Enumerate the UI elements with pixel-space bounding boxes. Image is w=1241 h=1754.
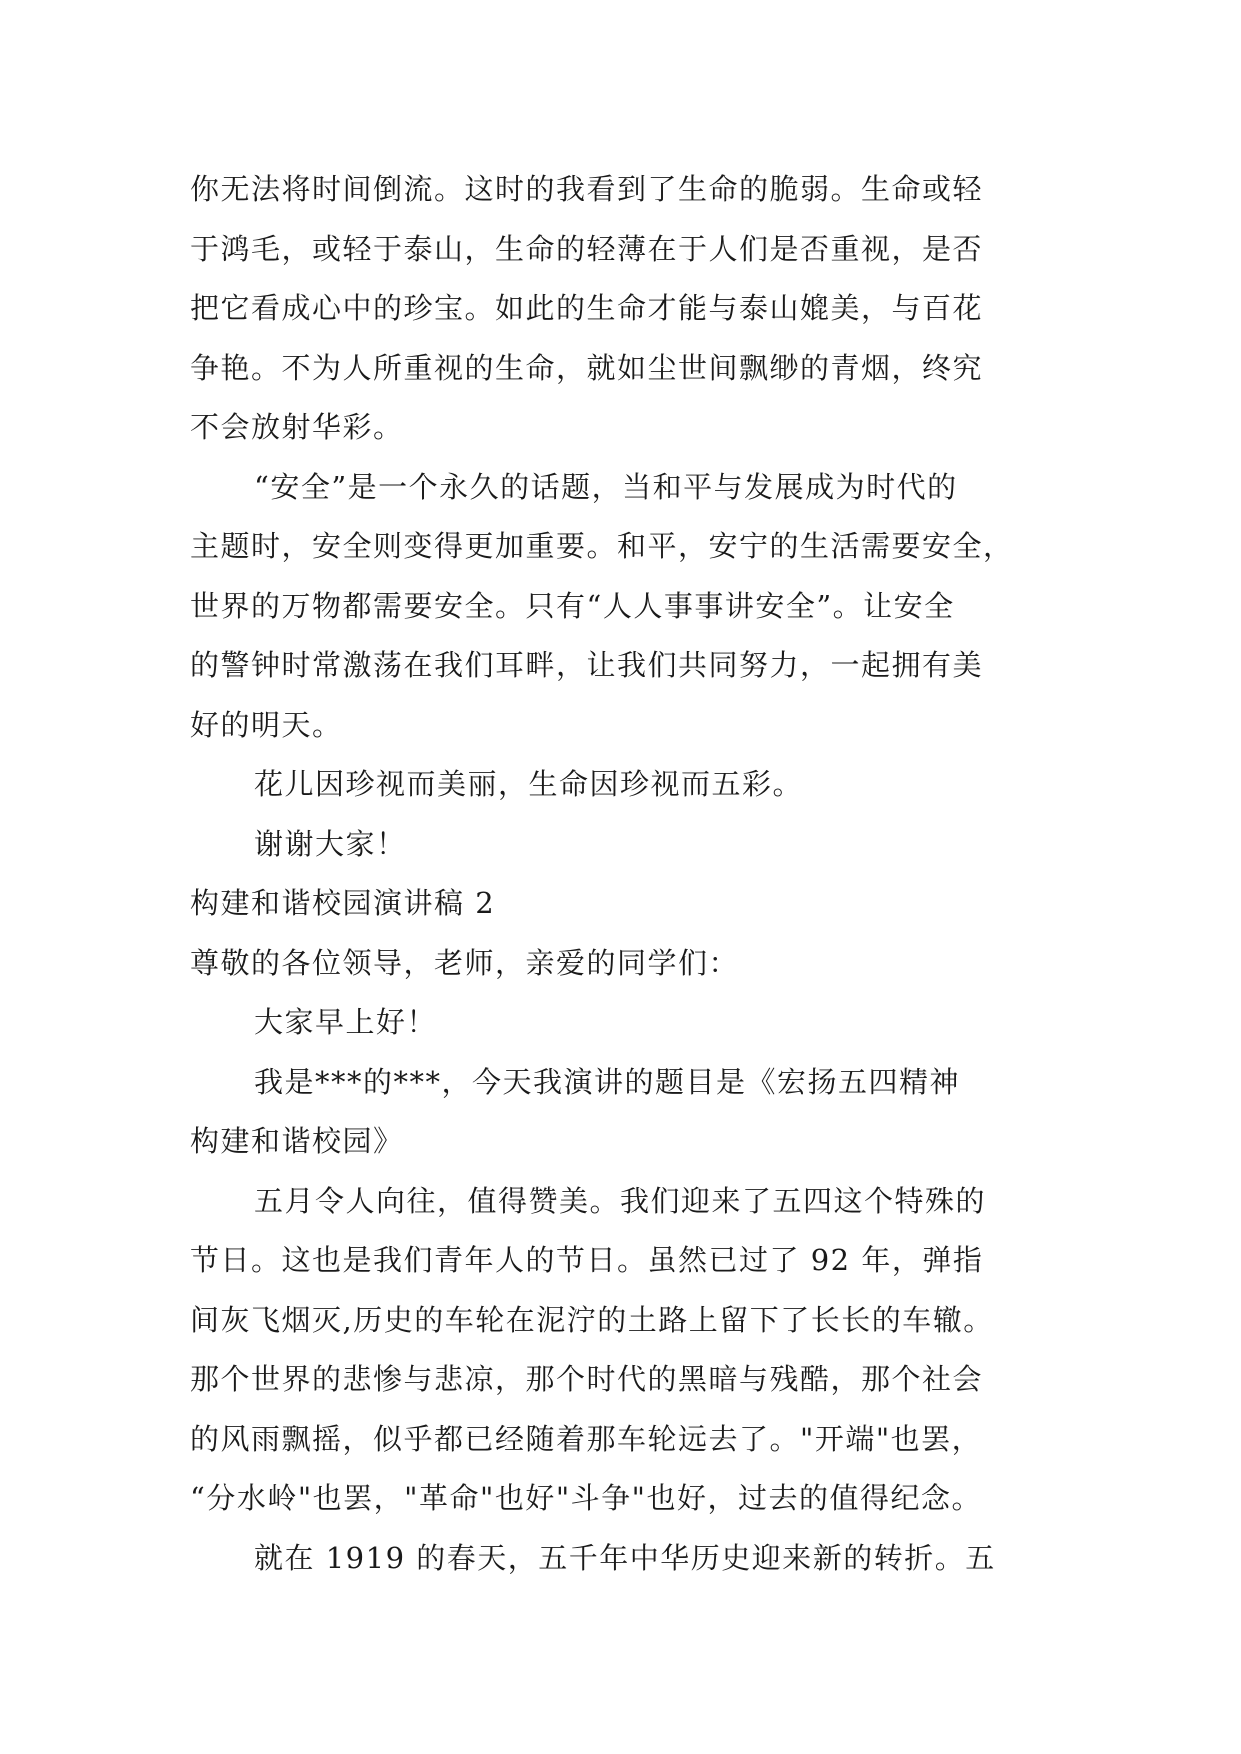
- paragraph-start-line: 就在 1919 的春天，五千年中华历史迎来新的转折。五: [254, 1540, 996, 1575]
- paragraph-start-line: 五月令人向往，值得赞美。我们迎来了五四这个特殊的: [254, 1183, 987, 1218]
- greeting: 大家早上好！: [254, 1005, 438, 1039]
- document-body: [190, 160, 1060, 1588]
- text-line: 不会放射华彩。: [190, 410, 404, 444]
- text-line: 世界的万物都需要安全。只有“人人事事讲安全”。让安全: [190, 588, 955, 623]
- paragraph-start-line: 花儿因珍视而美丽，生命因珍视而五彩。: [254, 767, 804, 801]
- text-line: 于鸿毛，或轻于泰山，生命的轻薄在于人们是否重视，是否: [190, 231, 984, 266]
- closing-thanks: 谢谢大家！: [254, 826, 407, 861]
- salutation: 尊敬的各位领导，老师，亲爱的同学们：: [190, 945, 740, 980]
- text-line: “分水岭"也罢，"革命"也好"斗争"也好，过去的值得纪念。: [190, 1481, 983, 1515]
- text-line: 好的明天。: [190, 707, 343, 742]
- text-line: 你无法将时间倒流。这时的我看到了生命的脆弱。生命或轻: [190, 172, 984, 206]
- text-line: 节日。这也是我们青年人的节日。虽然已过了 92 年，弹指: [190, 1243, 984, 1277]
- text-line: 的警钟时常激荡在我们耳畔，让我们共同努力，一起拥有美: [190, 648, 984, 682]
- text-line: 构建和谐校园》: [190, 1124, 404, 1158]
- text-line: 把它看成心中的珍宝。如此的生命才能与泰山媲美，与百花: [190, 291, 984, 325]
- text-line: 主题时，安全则变得更加重要。和平，安宁的生活需要安全，: [190, 529, 1014, 563]
- text-line: 争艳。不为人所重视的生命，就如尘世间飘缈的青烟，终究: [190, 350, 984, 385]
- paragraph-start-line: 我是***的***，今天我演讲的题目是《宏扬五四精神: [254, 1064, 961, 1099]
- text-line: 那个世界的悲惨与悲凉，那个时代的黑暗与残酷，那个社会: [190, 1362, 984, 1396]
- section-title: 构建和谐校园演讲稿 2: [190, 886, 496, 920]
- paragraph-start-line: “安全”是一个永久的话题，当和平与发展成为时代的: [254, 469, 958, 504]
- text-line: 间灰飞烟灭,历史的车轮在泥泞的土路上留下了长长的车辙。: [190, 1302, 994, 1337]
- text-line: 的风雨飘摇，似乎都已经随着那车轮远去了。"开端"也罢，: [190, 1421, 983, 1456]
